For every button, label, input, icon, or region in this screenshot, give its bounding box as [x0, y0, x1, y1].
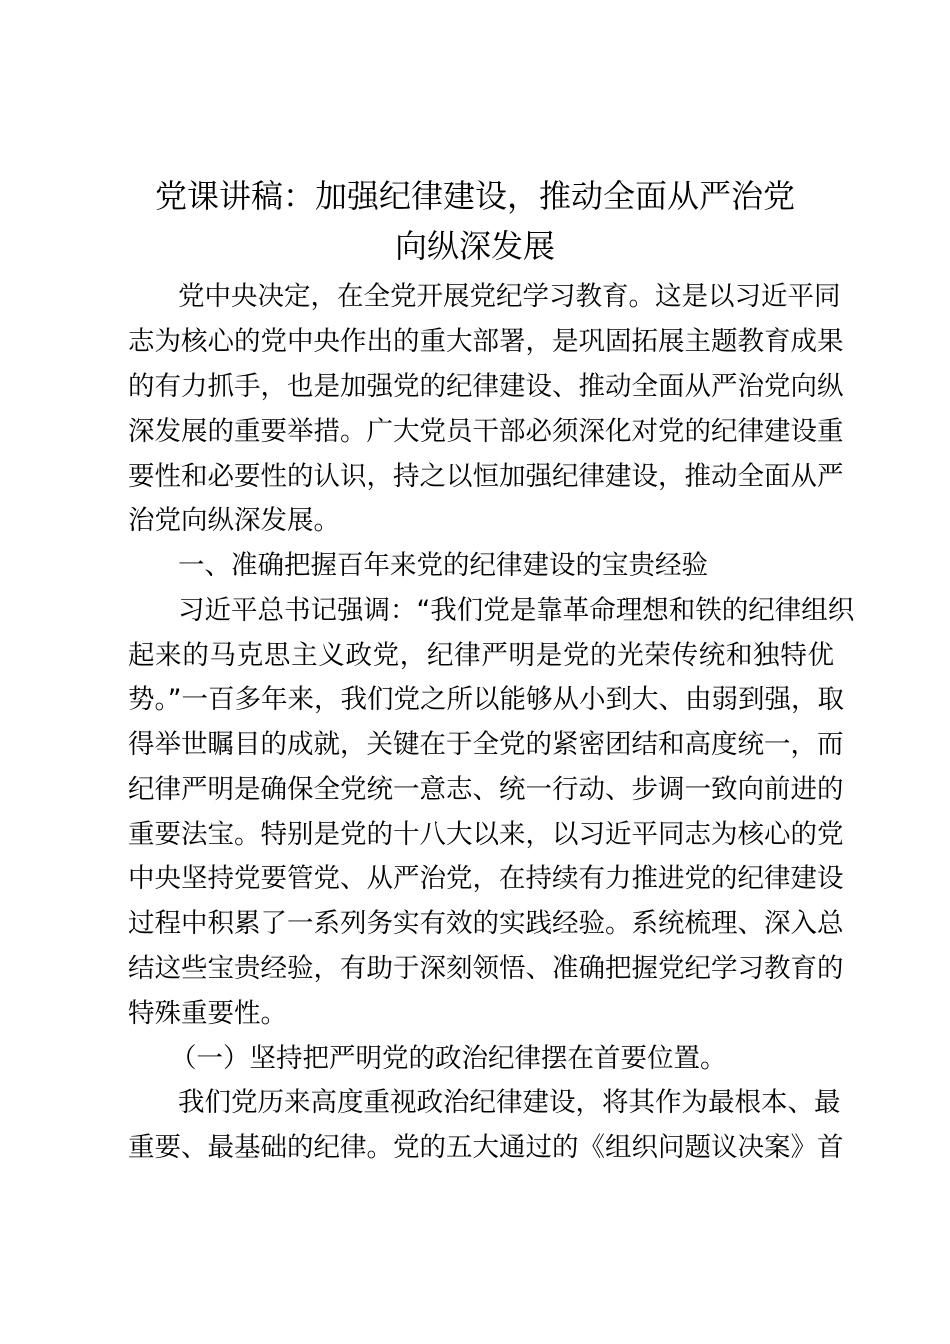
document-title-line-1: 党课讲稿：加强纪律建设，推动全面从严治党: [154, 177, 795, 215]
paragraph-line: 重要、最基础的纪律。党的五大通过的《组织问题议决案》首: [128, 1132, 844, 1163]
paragraph-line: 治党向纵深发展。: [128, 505, 340, 536]
paragraph-line: 起来的马克思主义政党，纪律严明是党的光荣传统和独特优: [128, 640, 834, 671]
paragraph-line: 重要法宝。特别是党的十八大以来，以习近平同志为核心的党: [128, 819, 844, 850]
paragraph-line: 纪律严明是确保全党统一意志、统一行动、步调一致向前进的: [128, 774, 844, 805]
paragraph-line: 党中央决定，在全党开展党纪学习教育。这是以习近平同: [178, 281, 841, 312]
document-title-line-2: 向纵深发展: [394, 227, 555, 265]
paragraph-line: 中央坚持党要管党、从严治党，在持续有力推进党的纪律建设: [128, 863, 844, 894]
paragraph-line: 过程中积累了一系列务实有效的实践经验。系统梳理、深入总: [128, 908, 844, 939]
paragraph-line: 深发展的重要举措。广大党员干部必须深化对党的纪律建设重: [128, 416, 844, 447]
paragraph-line: 我们党历来高度重视政治纪律建设，将其作为最根本、最: [178, 1087, 841, 1118]
paragraph-line: 特殊重要性。: [128, 998, 287, 1029]
paragraph-line: 的有力抓手，也是加强党的纪律建设、推动全面从严治党向纵: [128, 371, 844, 402]
paragraph-line: 得举世瞩目的成就，关键在于全党的紧密团结和高度统一，而: [128, 729, 844, 760]
paragraph-line: 习近平总书记强调：“我们党是靠革命理想和铁的纪律组织: [178, 595, 855, 626]
section-heading: 一、准确把握百年来党的纪律建设的宝贵经验: [178, 550, 708, 581]
subsection-heading: （一）坚持把严明党的政治纪律摆在首要位置。: [170, 1043, 727, 1074]
paragraph-line: 志为核心的党中央作出的重大部署，是巩固拓展主题教育成果: [128, 326, 844, 357]
paragraph-line: 势。”一百多年来，我们党之所以能够从小到大、由弱到强，取: [128, 684, 844, 715]
paragraph-line: 要性和必要性的认识，持之以恒加强纪律建设，推动全面从严: [128, 461, 844, 492]
paragraph-line: 结这些宝贵经验，有助于深刻领悟、准确把握党纪学习教育的: [128, 953, 844, 984]
